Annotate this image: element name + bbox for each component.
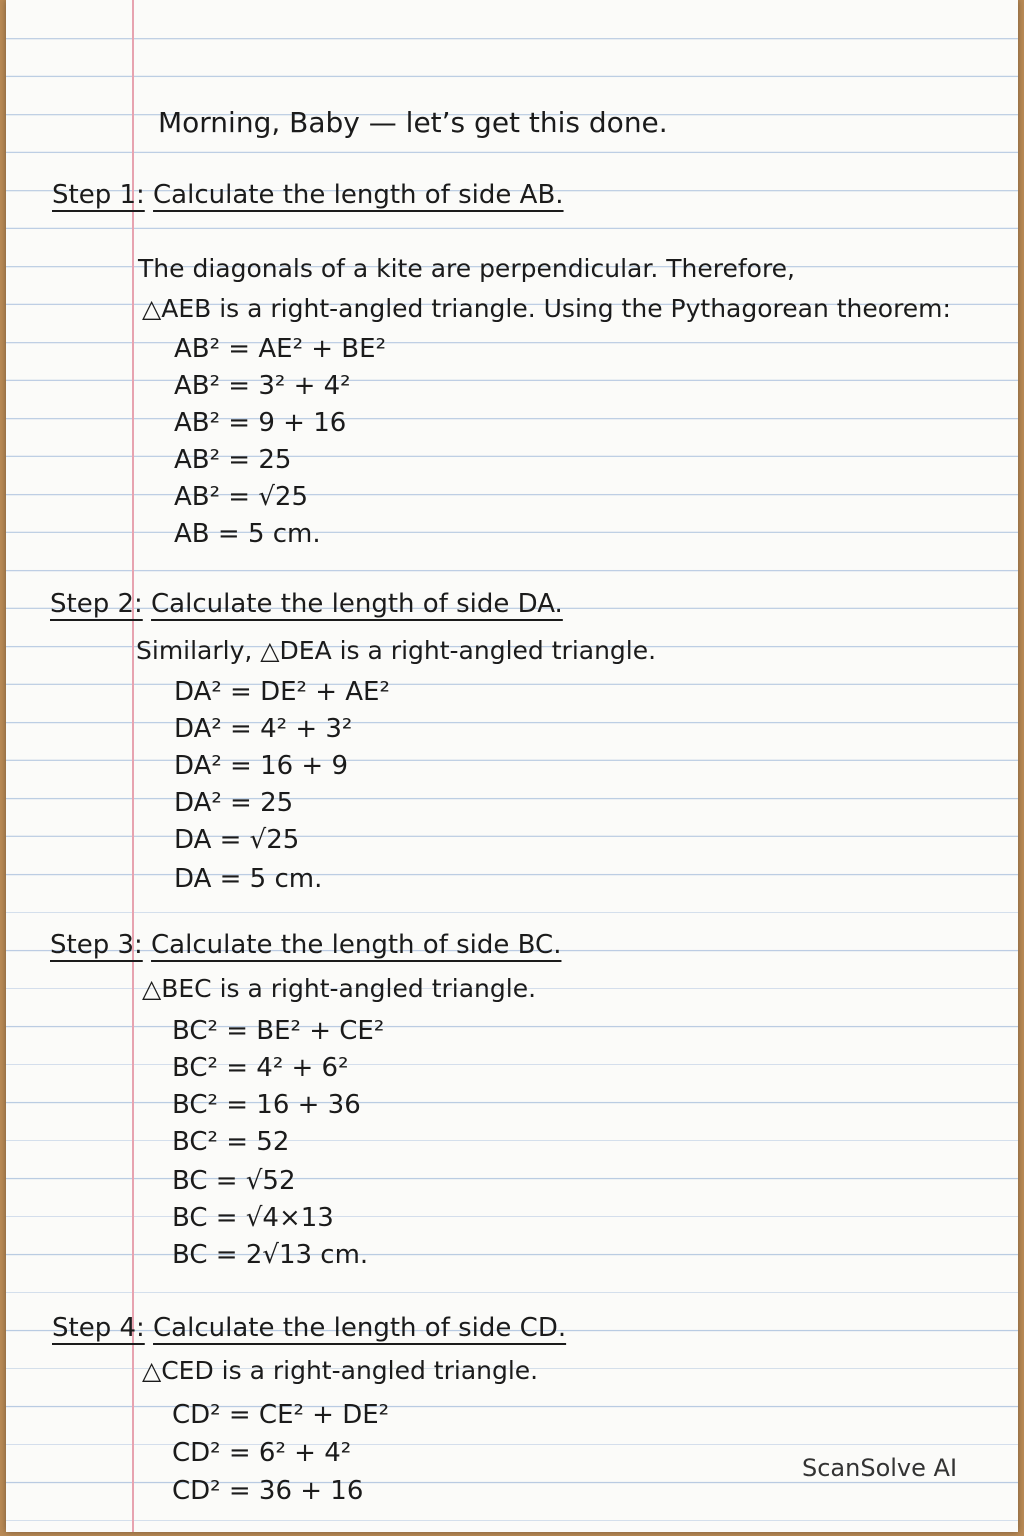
step-2-label: Step 2:: [50, 589, 143, 619]
step-4-intro: △CED is a right-angled triangle.: [142, 1356, 539, 1385]
step-2-intro: Similarly, △DEA is a right-angled triangle.: [136, 636, 657, 665]
step-3-label: Step 3:: [50, 930, 143, 960]
step-3-equation: BC = √52: [172, 1166, 296, 1196]
step-3-equation: BC² = 52: [172, 1127, 290, 1157]
step-3-equation: BC² = 4² + 6²: [172, 1053, 349, 1083]
step-2-equation: DA² = 16 + 9: [174, 751, 349, 781]
step-3-equation: BC² = 16 + 36: [172, 1090, 361, 1120]
step-1-intro-line-1: The diagonals of a kite are perpendicular. Therefore,: [138, 254, 795, 283]
step-2-equation: DA = √25: [174, 825, 300, 855]
step-2-heading: [50, 589, 563, 619]
step-4-title: Calculate the length of side CD.: [153, 1313, 567, 1343]
step-1-equation: AB = 5 cm.: [174, 519, 321, 549]
step-4-equation: CD² = CE² + DE²: [172, 1400, 390, 1430]
step-2-title: Calculate the length of side DA.: [151, 589, 563, 619]
notebook-page: [6, 0, 1018, 1532]
step-4-label: Step 4:: [52, 1313, 145, 1343]
step-2-equation: DA² = 25: [174, 788, 294, 818]
step-3-equation: BC² = BE² + CE²: [172, 1016, 385, 1046]
step-4-heading: [52, 1313, 566, 1343]
step-1-intro-line-2: △AEB is a right-angled triangle. Using the Pythagorean theorem:: [142, 294, 951, 323]
brand-watermark: ScanSolve AI: [802, 1454, 958, 1482]
step-1-equation: AB² = AE² + BE²: [174, 334, 386, 364]
step-3-equation: BC = √4×13: [172, 1203, 334, 1233]
step-1-equation: AB² = 3² + 4²: [174, 371, 351, 401]
step-1-title: Calculate the length of side AB.: [153, 180, 564, 210]
step-1-label: Step 1:: [52, 180, 145, 210]
step-3-equation: BC = 2√13 cm.: [172, 1240, 369, 1270]
margin-line: [132, 0, 134, 1532]
step-2-equation: DA = 5 cm.: [174, 864, 323, 894]
step-1-equation: AB² = 9 + 16: [174, 408, 347, 438]
step-3-intro: △BEC is a right-angled triangle.: [142, 974, 537, 1003]
step-3-title: Calculate the length of side BC.: [151, 930, 562, 960]
step-1-equation: AB² = 25: [174, 445, 292, 475]
step-2-equation: DA² = DE² + AE²: [174, 677, 390, 707]
step-4-equation: CD² = 6² + 4²: [172, 1438, 352, 1468]
step-4-equation: CD² = 36 + 16: [172, 1476, 364, 1506]
step-1-heading: [52, 180, 564, 210]
step-1-equation: AB² = √25: [174, 482, 309, 512]
step-2-equation: DA² = 4² + 3²: [174, 714, 353, 744]
greeting: Morning, Baby — let’s get this done.: [158, 106, 668, 139]
step-3-heading: [50, 930, 561, 960]
